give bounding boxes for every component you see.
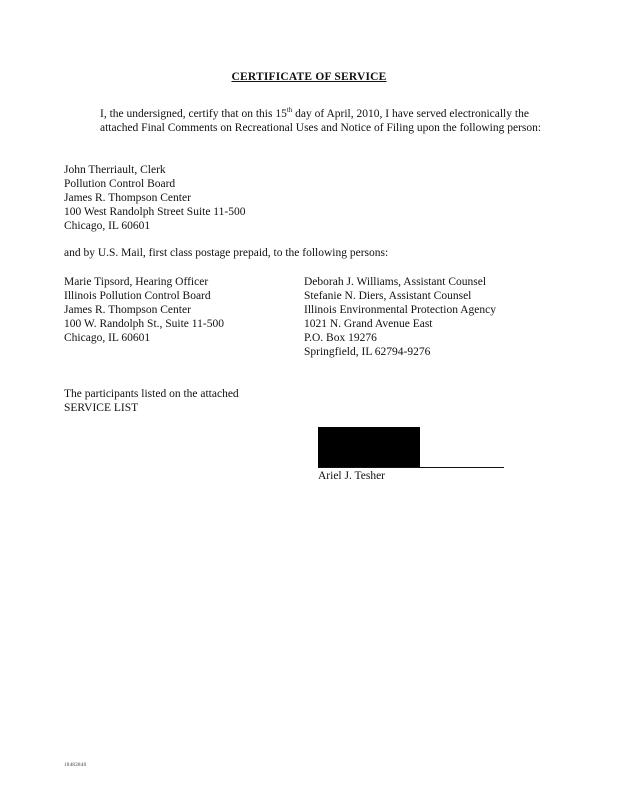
address-line: Pollution Control Board <box>64 178 176 190</box>
address-line: James R. Thompson Center <box>64 192 191 204</box>
address-line: 100 West Randolph Street Suite 11-500 <box>64 206 246 218</box>
address-line: 1021 N. Grand Avenue East <box>304 318 433 330</box>
participants-note <box>64 387 239 415</box>
address-line: Stefanie N. Diers, Assistant Counsel <box>304 290 472 302</box>
address-line: Deborah J. Williams, Assistant Counsel <box>304 276 487 288</box>
address-line: Illinois Pollution Control Board <box>64 290 211 302</box>
certification-text-start: I, the undersigned, certify that on this 15 <box>100 108 287 120</box>
certification-text-end: day of April, 2010, I have served electronically the attached Final Comments on Recreational Uses and Notice of Filing upon the following person: <box>100 108 542 134</box>
participants-line: SERVICE LIST <box>64 402 139 414</box>
address-line: John Therriault, Clerk <box>64 164 166 176</box>
signature-line <box>318 467 504 468</box>
mail-recipient-right-address <box>304 275 496 359</box>
electronic-recipient-address <box>64 163 245 233</box>
mail-recipient-left-address <box>64 275 224 345</box>
address-line: Chicago, IL 60601 <box>64 220 151 232</box>
redacted-signature <box>318 427 420 468</box>
address-line: P.O. Box 19276 <box>304 332 377 344</box>
participants-line: The participants listed on the attached <box>64 388 239 400</box>
ordinal-suffix: th <box>286 106 293 114</box>
address-line: Marie Tipsord, Hearing Officer <box>64 276 209 288</box>
footer-document-code: 10482840 <box>64 763 87 768</box>
mail-statement: and by U.S. Mail, first class postage prepaid, to the following persons: <box>64 247 389 259</box>
certification-paragraph <box>64 107 548 135</box>
address-line: 100 W. Randolph St., Suite 11-500 <box>64 318 224 330</box>
document-title: CERTIFICATE OF SERVICE <box>231 71 387 83</box>
signatory-name: Ariel J. Tesher <box>318 470 386 482</box>
address-line: Illinois Environmental Protection Agency <box>304 304 496 316</box>
address-line: James R. Thompson Center <box>64 304 191 316</box>
address-line: Chicago, IL 60601 <box>64 332 151 344</box>
address-line: Springfield, IL 62794-9276 <box>304 346 431 358</box>
